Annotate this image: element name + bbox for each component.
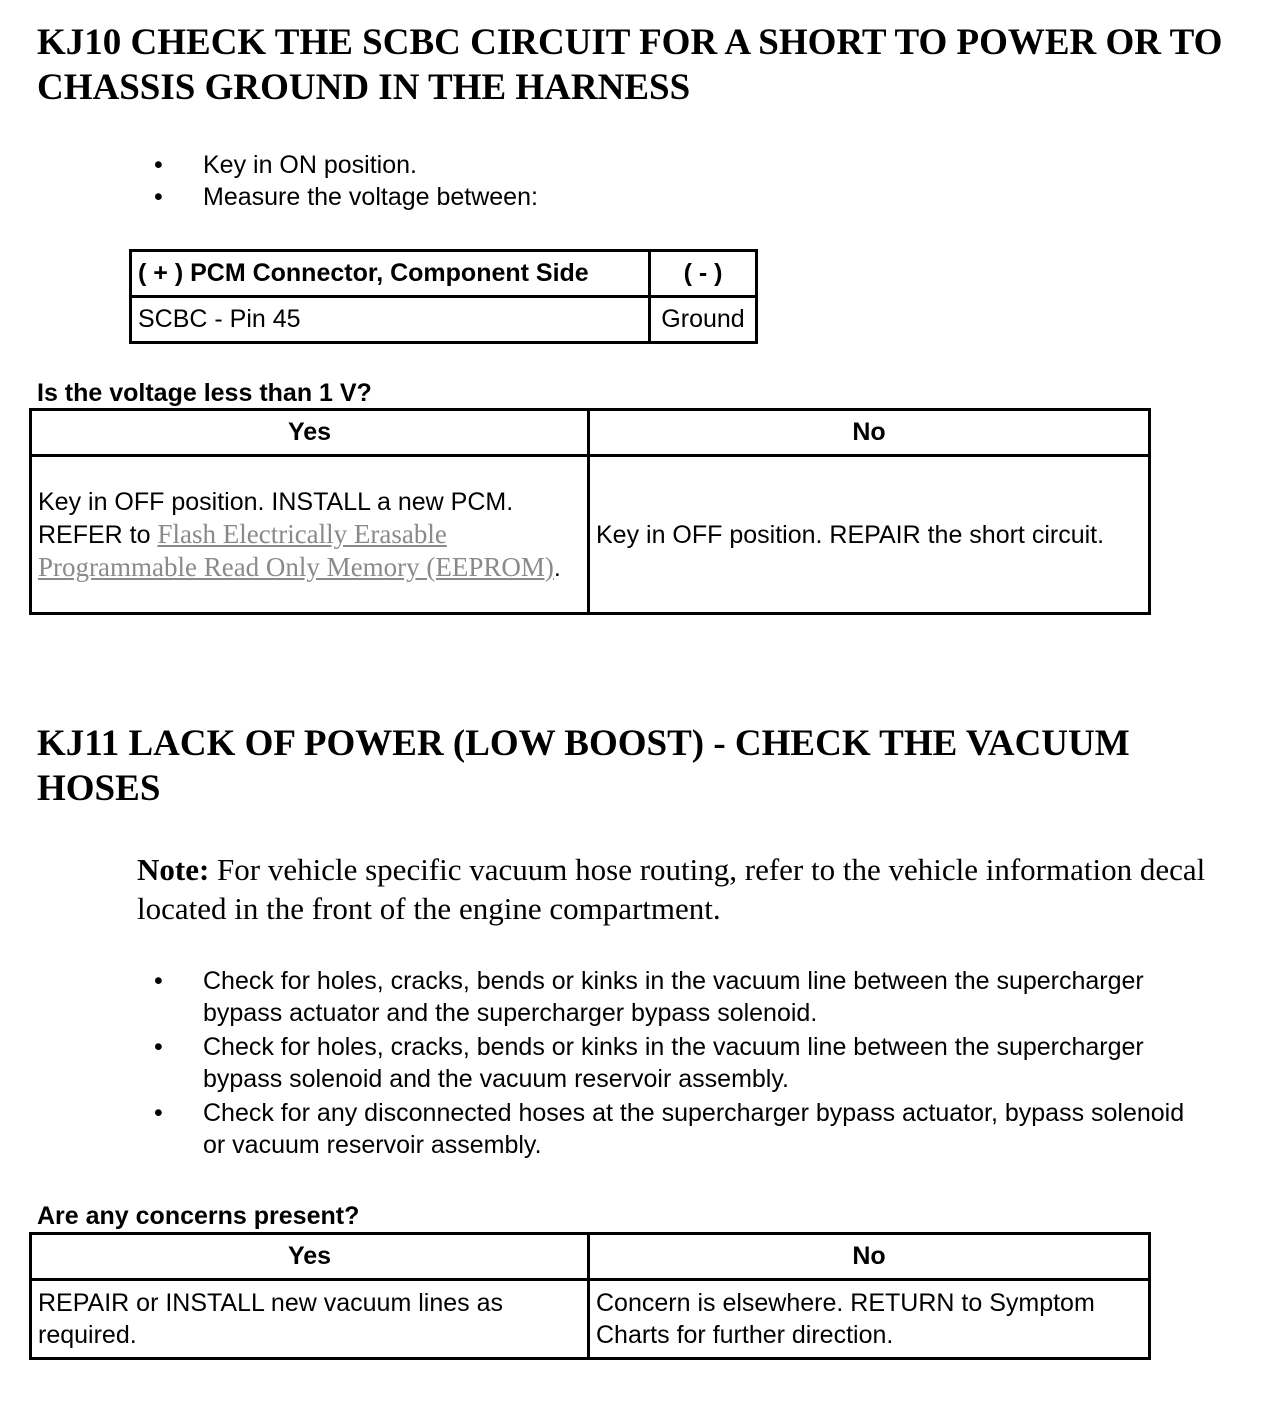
list-item: • Check for holes, cracks, bends or kinks in the vacuum line between the supercharger bypass actuator and the supercharger bypass solenoid. <box>154 967 1144 1027</box>
bullet-icon: • <box>154 967 163 995</box>
yes-cell: REPAIR or INSTALL new vacuum lines as required. <box>31 1280 589 1359</box>
bullet-icon: • <box>154 1033 163 1061</box>
list-item: • Check for any disconnected hoses at the supercharger bypass actuator, bypass solenoid or vacuum reservoir assembly. <box>154 1099 1185 1159</box>
yes-header: Yes <box>31 410 589 456</box>
yes-header: Yes <box>31 1234 589 1280</box>
table-header-row <box>31 1234 1150 1280</box>
negative-lead-header: ( - ) <box>650 251 757 297</box>
note-paragraph <box>137 850 1227 928</box>
table-row <box>131 297 757 343</box>
list-item: • Measure the voltage between: <box>154 183 538 211</box>
no-header: No <box>589 410 1150 456</box>
note-label: Note: <box>137 852 210 887</box>
no-header: No <box>589 1234 1150 1280</box>
yes-cell: Key in OFF position. INSTALL a new PCM. REFER to Flash Electrically Erasable Programmable Read Only Memory (EEPROM). <box>31 456 589 614</box>
kj11-result-table <box>29 1232 1151 1360</box>
table-header-row <box>131 251 757 297</box>
kj10-question: Is the voltage less than 1 V? <box>37 379 372 407</box>
positive-lead-cell: SCBC - Pin 45 <box>131 297 650 343</box>
kj10-heading: KJ10 CHECK THE SCBC CIRCUIT FOR A SHORT TO POWER OR TO CHASSIS GROUND IN THE HARNESS <box>37 22 1223 108</box>
negative-lead-cell: Ground <box>650 297 757 343</box>
positive-lead-header: ( + ) PCM Connector, Component Side <box>131 251 650 297</box>
eeprom-link[interactable]: Flash Electrically Erasable Programmable Read Only Memory (EEPROM) <box>38 518 554 582</box>
table-row <box>31 1280 1150 1359</box>
table-row <box>31 456 1150 614</box>
kj10-result-table <box>29 408 1151 615</box>
kj11-heading: KJ11 LACK OF POWER (LOW BOOST) - CHECK THE VACUUM HOSES <box>37 723 1130 809</box>
table-header-row <box>31 410 1150 456</box>
kj11-bullet-list <box>150 965 1210 1163</box>
kj11-question: Are any concerns present? <box>37 1202 360 1230</box>
list-item: • Check for holes, cracks, bends or kinks in the vacuum line between the supercharger bypass solenoid and the vacuum reservoir assembly. <box>154 1033 1144 1093</box>
no-cell: Concern is elsewhere. RETURN to Symptom Charts for further direction. <box>589 1280 1150 1359</box>
bullet-icon: • <box>154 151 163 179</box>
bullet-icon: • <box>154 183 163 211</box>
bullet-icon: • <box>154 1099 163 1127</box>
no-cell: Key in OFF position. REPAIR the short circuit. <box>589 456 1150 614</box>
note-text: For vehicle specific vacuum hose routing, refer to the vehicle information decal located in the front of the engine compartment. <box>137 852 1206 926</box>
measurement-table <box>129 249 758 344</box>
list-item: • Key in ON position. <box>154 151 417 179</box>
kj10-bullet-list <box>150 149 1210 213</box>
